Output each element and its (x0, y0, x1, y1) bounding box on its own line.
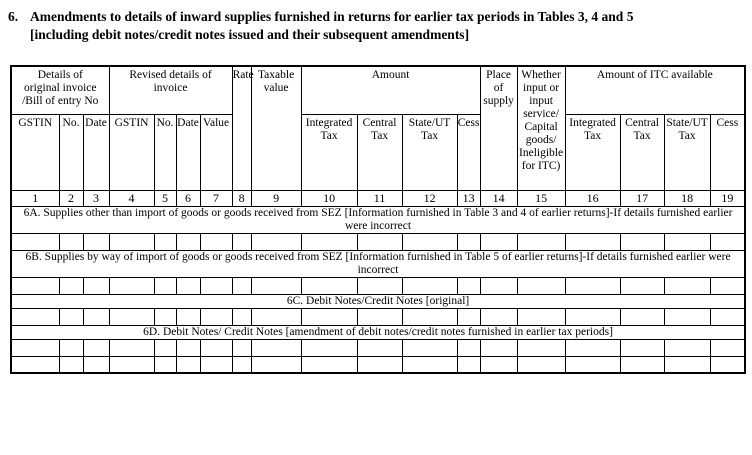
subheader-itc-central-tax: Central Tax (620, 114, 664, 190)
entry-cell (83, 356, 109, 373)
entry-cell (480, 339, 517, 356)
column-number: 10 (301, 190, 357, 206)
header-rate: Rate (232, 66, 251, 190)
entry-cell (402, 277, 457, 294)
entry-cell (710, 233, 745, 250)
entry-cell (565, 308, 620, 325)
header-itc-available: Amount of ITC available (565, 66, 745, 114)
column-number: 14 (480, 190, 517, 206)
entry-cell (480, 308, 517, 325)
entry-cell (109, 277, 154, 294)
entry-cell (517, 339, 565, 356)
entry-cell (565, 339, 620, 356)
entry-cell (517, 356, 565, 373)
subheader-gstin: GSTIN (11, 114, 59, 190)
entry-cell (251, 339, 301, 356)
entry-cell (457, 308, 480, 325)
entry-cell (480, 277, 517, 294)
entry-cell (232, 356, 251, 373)
entry-cell (620, 233, 664, 250)
entry-cell (251, 308, 301, 325)
entry-cell (200, 308, 232, 325)
entry-cell (176, 339, 200, 356)
entry-cell (457, 233, 480, 250)
header-amount: Amount (301, 66, 480, 114)
column-number: 11 (357, 190, 402, 206)
entry-cell (357, 233, 402, 250)
form-section-title (0, 0, 752, 44)
entry-cell (620, 339, 664, 356)
entry-cell (200, 277, 232, 294)
entry-cell (59, 233, 83, 250)
entry-row (11, 339, 745, 356)
header-taxable-value: Taxable value (251, 66, 301, 190)
table-body (11, 206, 745, 373)
entry-cell (59, 277, 83, 294)
entry-cell (402, 308, 457, 325)
subheader-integrated-tax: Integrated Tax (301, 114, 357, 190)
section-row-6C (11, 294, 745, 308)
entry-row (11, 277, 745, 294)
section-label-6D: 6D. Debit Notes/ Credit Notes [amendment of debit notes/credit notes furnished in earlier tax periods] (11, 325, 745, 339)
section-title-text (30, 8, 746, 44)
entry-cell (301, 233, 357, 250)
entry-cell (11, 277, 59, 294)
subheader-central-tax: Central Tax (357, 114, 402, 190)
entry-cell (109, 233, 154, 250)
entry-cell (251, 356, 301, 373)
subheader-cess: Cess (457, 114, 480, 190)
entry-cell (109, 308, 154, 325)
column-numbers-row (11, 190, 745, 206)
subheader-invoice-no: No. (59, 114, 83, 190)
entry-cell (664, 356, 710, 373)
entry-cell (710, 339, 745, 356)
entry-cell (710, 356, 745, 373)
entry-cell (620, 356, 664, 373)
subheader-state-ut-tax: State/UT Tax (402, 114, 457, 190)
header-revised-invoice: Revised details of invoice (109, 66, 232, 114)
entry-cell (664, 277, 710, 294)
entry-cell (710, 308, 745, 325)
column-number: 9 (251, 190, 301, 206)
entry-cell (176, 233, 200, 250)
entry-cell (176, 356, 200, 373)
entry-cell (11, 308, 59, 325)
section-title-line2: [including debit notes/credit notes issued and their subsequent amendments] (30, 27, 470, 42)
entry-cell (402, 233, 457, 250)
column-number: 4 (109, 190, 154, 206)
subheader-itc-cess: Cess (710, 114, 745, 190)
column-number: 5 (154, 190, 176, 206)
column-number: 3 (83, 190, 109, 206)
entry-cell (402, 339, 457, 356)
column-number: 1 (11, 190, 59, 206)
column-number: 8 (232, 190, 251, 206)
entry-cell (232, 277, 251, 294)
entry-cell (357, 339, 402, 356)
entry-cell (565, 277, 620, 294)
column-number: 18 (664, 190, 710, 206)
entry-cell (232, 339, 251, 356)
entry-cell (200, 233, 232, 250)
entry-cell (357, 356, 402, 373)
entry-cell (480, 233, 517, 250)
entry-cell (59, 356, 83, 373)
entry-row (11, 308, 745, 325)
column-number: 16 (565, 190, 620, 206)
entry-cell (11, 233, 59, 250)
entry-cell (457, 356, 480, 373)
entry-cell (517, 277, 565, 294)
entry-cell (480, 356, 517, 373)
entry-cell (357, 308, 402, 325)
section-label-6A: 6A. Supplies other than import of goods or goods received from SEZ [Information furnished in Table 3 and 4 of earlier returns]-If details furnished earlier were incorrect (11, 206, 745, 233)
entry-cell (154, 277, 176, 294)
section-number: 6. (8, 9, 19, 24)
entry-cell (200, 356, 232, 373)
subheader-revised-date: Date (176, 114, 200, 190)
entry-cell (664, 308, 710, 325)
header-original-invoice: Details of original invoice /Bill of entry No (11, 66, 109, 114)
entry-cell (176, 277, 200, 294)
entry-cell (176, 308, 200, 325)
entry-row (11, 233, 745, 250)
entry-cell (83, 308, 109, 325)
entry-cell (109, 339, 154, 356)
entry-cell (565, 233, 620, 250)
entry-cell (251, 233, 301, 250)
entry-cell (620, 277, 664, 294)
column-number: 6 (176, 190, 200, 206)
entry-cell (457, 277, 480, 294)
amendments-inward-supplies-table (10, 65, 746, 374)
entry-cell (59, 339, 83, 356)
section-label-6C: 6C. Debit Notes/Credit Notes [original] (11, 294, 745, 308)
section-label-6B: 6B. Supplies by way of import of goods or goods received from SEZ [Information furnished in Table 5 of earlier returns]-If details furnished earlier were incorrect (11, 250, 745, 277)
subheader-invoice-date: Date (83, 114, 109, 190)
entry-cell (301, 308, 357, 325)
column-number: 2 (59, 190, 83, 206)
column-number: 12 (402, 190, 457, 206)
entry-cell (457, 339, 480, 356)
entry-cell (59, 308, 83, 325)
entry-cell (710, 277, 745, 294)
column-number: 13 (457, 190, 480, 206)
section-row-6D (11, 325, 745, 339)
entry-cell (517, 308, 565, 325)
entry-cell (664, 233, 710, 250)
header-itc-eligibility: Whether input or input service/ Capital goods/ Ineligible for ITC) (517, 66, 565, 190)
entry-cell (11, 356, 59, 373)
entry-cell (154, 356, 176, 373)
entry-cell (200, 339, 232, 356)
entry-cell (301, 277, 357, 294)
column-number: 15 (517, 190, 565, 206)
entry-cell (357, 277, 402, 294)
header-sub-row (11, 114, 745, 190)
entry-cell (517, 233, 565, 250)
entry-cell (251, 277, 301, 294)
column-number: 19 (710, 190, 745, 206)
section-row-6A (11, 206, 745, 233)
entry-cell (402, 356, 457, 373)
entry-cell (154, 233, 176, 250)
header-place-of-supply: Place of supply (480, 66, 517, 190)
entry-cell (620, 308, 664, 325)
entry-cell (232, 233, 251, 250)
subheader-revised-value: Value (200, 114, 232, 190)
subheader-itc-integrated-tax: Integrated Tax (565, 114, 620, 190)
entry-cell (109, 356, 154, 373)
subheader-revised-no: No. (154, 114, 176, 190)
column-number: 7 (200, 190, 232, 206)
header-group-row (11, 66, 745, 114)
entry-cell (664, 339, 710, 356)
subheader-revised-gstin: GSTIN (109, 114, 154, 190)
entry-cell (154, 308, 176, 325)
entry-cell (11, 339, 59, 356)
entry-cell (232, 308, 251, 325)
entry-cell (301, 356, 357, 373)
entry-cell (301, 339, 357, 356)
entry-row (11, 356, 745, 373)
entry-cell (83, 277, 109, 294)
entry-cell (83, 339, 109, 356)
entry-cell (83, 233, 109, 250)
entry-cell (565, 356, 620, 373)
section-title-line1: Amendments to details of inward supplies furnished in returns for earlier tax periods in Tables 3, 4 and 5 (30, 9, 634, 24)
column-number: 17 (620, 190, 664, 206)
section-row-6B (11, 250, 745, 277)
subheader-itc-state-ut-tax: State/UT Tax (664, 114, 710, 190)
entry-cell (154, 339, 176, 356)
